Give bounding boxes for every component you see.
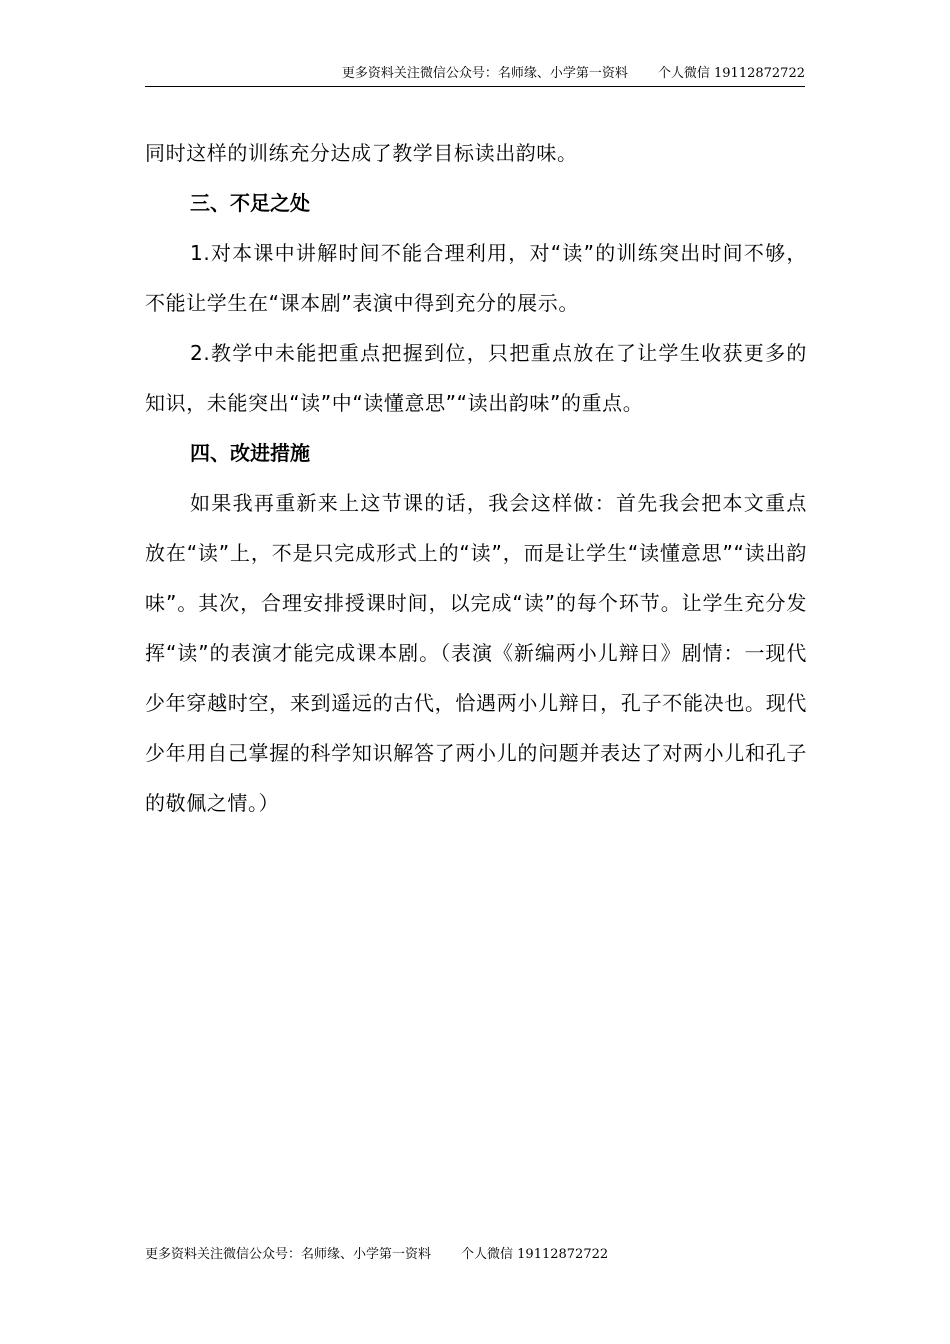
footer-text: 更多资料关注微信公众号：名师缘、小学第一资料 <box>145 1247 432 1262</box>
paragraph-improvements: 如果我再重新来上这节课的话，我会这样做：首先我会把本文重点放在“读”上，不是只完成形式上的“读”，而是让学生“读懂意思”“读出韵味”。其次，合理安排授课时间，以完成“读”的每个环节。让学生充分发挥“读”的表演才能完成课本剧。（表演《新编两小儿辩日》剧情：一现代少年穿越时空，来到遥远的古代，恰遇两小儿辩日，孔子不能决也。现代少年用自己掌握的科学知识解答了两小儿的问题并表达了对两小儿和孔子的敬佩之情。） <box>145 491 807 815</box>
page-footer <box>145 1245 608 1265</box>
section-heading-shortcomings: 三、不足之处 <box>190 191 310 215</box>
paragraph-shortcoming-1: 1.对本课中讲解时间不能合理利用，对“读”的训练突出时间不够，不能让学生在“课本剧”表演中得到充分的展示。 <box>145 241 807 315</box>
footer-contact: 个人微信 19112872722 <box>461 1247 609 1262</box>
header-contact: 个人微信 19112872722 <box>657 66 805 81</box>
section-heading-improvements: 四、改进措施 <box>190 441 310 465</box>
document-body <box>145 128 807 828</box>
page-header <box>145 64 805 87</box>
header-text: 更多资料关注微信公众号：名师缘、小学第一资料 <box>341 66 628 81</box>
paragraph-continuation: 同时这样的训练充分达成了教学目标读出韵味。 <box>145 141 578 165</box>
paragraph-shortcoming-2: 2.教学中未能把重点把握到位，只把重点放在了让学生收获更多的知识，未能突出“读”中“读懂意思”“读出韵味”的重点。 <box>145 341 807 415</box>
